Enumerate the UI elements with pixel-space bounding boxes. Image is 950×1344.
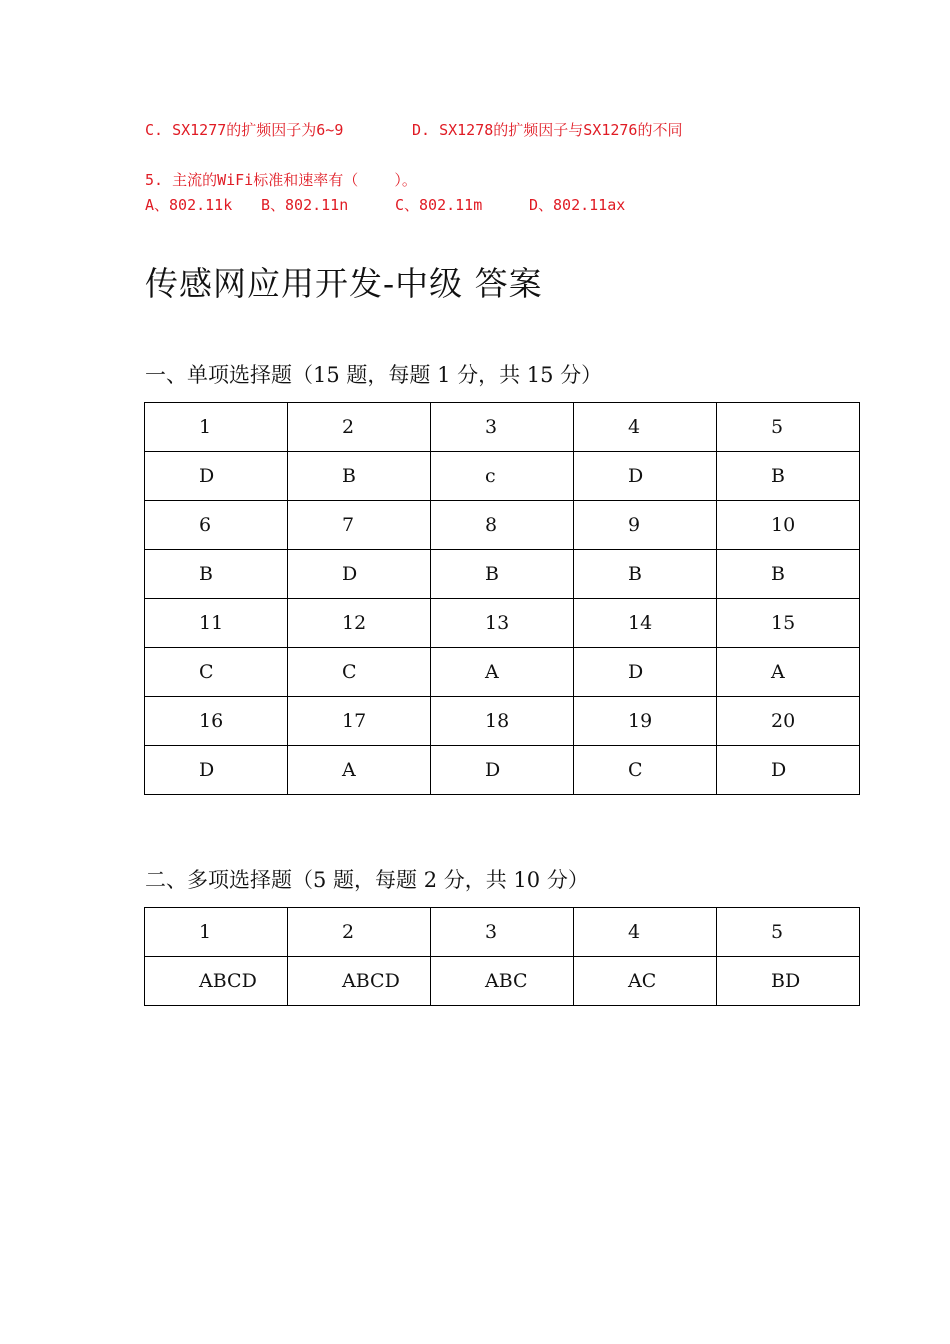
table-cell: 4 [574, 908, 717, 957]
table-cell: 17 [288, 697, 431, 746]
table-cell: B [574, 550, 717, 599]
table-cell: 6 [145, 501, 288, 550]
option-c-text: C. SX1277的扩频因子为6~9 [145, 121, 344, 139]
table-cell: A [431, 648, 574, 697]
table-cell: D [574, 452, 717, 501]
table-cell: 1 [145, 908, 288, 957]
table-cell: C [574, 746, 717, 795]
table-cell: C [145, 648, 288, 697]
table-cell: 8 [431, 501, 574, 550]
table-row [145, 908, 860, 957]
table-cell: 7 [288, 501, 431, 550]
table-cell: 9 [574, 501, 717, 550]
table-cell: B [431, 550, 574, 599]
table-cell: 3 [431, 403, 574, 452]
option-d-text: D. SX1278的扩频因子与SX1276的不同 [412, 121, 683, 139]
table-cell: A [288, 746, 431, 795]
table-cell: D [431, 746, 574, 795]
table-cell: 5 [717, 403, 860, 452]
table-row [145, 746, 860, 795]
table-cell: 13 [431, 599, 574, 648]
table-cell: D [145, 746, 288, 795]
table-cell: B [288, 452, 431, 501]
page-title: 传感网应用开发-中级 答案 [145, 264, 543, 303]
question-5-option-a: A、802.11k [145, 196, 233, 214]
table-cell: D [288, 550, 431, 599]
table-cell: 2 [288, 908, 431, 957]
table-cell: AC [574, 957, 717, 1006]
table-cell: 3 [431, 908, 574, 957]
table-cell: 19 [574, 697, 717, 746]
table-cell: 20 [717, 697, 860, 746]
table-cell: 5 [717, 908, 860, 957]
table-cell: 10 [717, 501, 860, 550]
table-cell: 2 [288, 403, 431, 452]
table-cell: 4 [574, 403, 717, 452]
table-row [145, 501, 860, 550]
table-cell: B [717, 550, 860, 599]
table-cell: D [145, 452, 288, 501]
table-cell: B [145, 550, 288, 599]
table-cell: B [717, 452, 860, 501]
table-cell: 1 [145, 403, 288, 452]
table-cell: D [574, 648, 717, 697]
table-cell: D [717, 746, 860, 795]
table-row [145, 550, 860, 599]
table-cell: A [717, 648, 860, 697]
table-cell: 15 [717, 599, 860, 648]
table-cell: ABCD [288, 957, 431, 1006]
section-2-heading: 二、多项选择题（5 题，每题 2 分，共 10 分） [145, 868, 589, 892]
table-row [145, 599, 860, 648]
table-row [145, 957, 860, 1006]
table-row [145, 452, 860, 501]
section-1-heading: 一、单项选择题（15 题，每题 1 分，共 15 分） [145, 363, 603, 387]
multiple-choice-answer-table [144, 907, 860, 1006]
table-cell: ABC [431, 957, 574, 1006]
table-cell: 12 [288, 599, 431, 648]
table-row [145, 648, 860, 697]
table-cell: 16 [145, 697, 288, 746]
table-cell: C [288, 648, 431, 697]
question-5-option-d: D、802.11ax [529, 196, 626, 214]
table-cell: ABCD [145, 957, 288, 1006]
table-cell: BD [717, 957, 860, 1006]
table-cell: 18 [431, 697, 574, 746]
single-choice-answer-table [144, 402, 860, 795]
question-5-option-b: B、802.11n [261, 196, 349, 214]
question-5-option-c: C、802.11m [395, 196, 483, 214]
table-cell: 11 [145, 599, 288, 648]
table-cell: c [431, 452, 574, 501]
table-cell: 14 [574, 599, 717, 648]
table-row [145, 697, 860, 746]
question-5-stem: 5. 主流的WiFi标准和速率有（ ）。 [145, 171, 417, 189]
table-row [145, 403, 860, 452]
